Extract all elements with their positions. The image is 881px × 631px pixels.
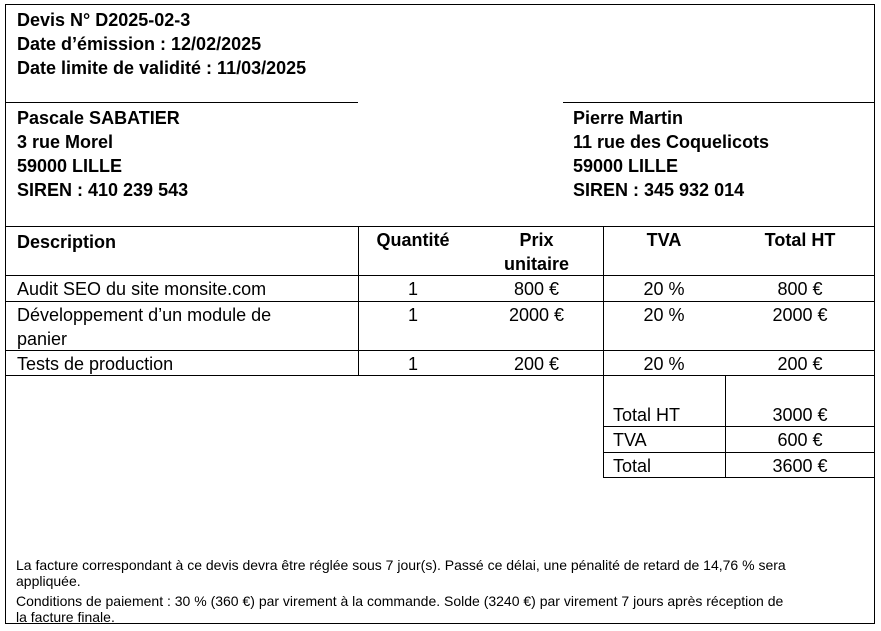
validity-date: Date limite de validité : 11/03/2025 <box>17 58 307 78</box>
penalty-note: La facture correspondant à ce devis devra être réglée sous 7 jour(s). Passé ce délai, une pénalité de retard de 14,76 % sera <box>16 557 786 573</box>
payment-terms: Conditions de paiement : 30 % (360 €) par virement à la commande. Solde (3240 €) par virement 7 jours après réception de <box>16 593 784 609</box>
row-unit-price: 200 € <box>513 354 560 374</box>
row-unit-price: 2000 € <box>508 305 565 325</box>
client-siren: SIREN : 345 932 014 <box>573 180 745 200</box>
totals-left-border <box>603 376 604 478</box>
totals-label-ht: Total HT <box>613 405 681 425</box>
header-unit-price: unitaire <box>503 254 569 274</box>
client-name: Pierre Martin <box>573 108 684 128</box>
client-street: 11 rue des Coquelicots <box>573 132 770 152</box>
row-description: Tests de production <box>17 354 174 374</box>
header-quantity: Quantité <box>376 230 450 250</box>
seller-street: 3 rue Morel <box>17 132 114 152</box>
totals-value-total: 3600 € <box>772 456 828 476</box>
totals-row-border <box>603 452 874 453</box>
header-vat: TVA <box>646 230 682 250</box>
table-row-border <box>6 350 874 351</box>
row-total-ht: 800 € <box>777 279 823 299</box>
seller-name: Pascale SABATIER <box>17 108 180 128</box>
table-row-border <box>6 301 874 302</box>
payment-terms-continued: la facture finale. <box>16 609 115 625</box>
client-city: 59000 LILLE <box>573 156 679 176</box>
totals-label-vat: TVA <box>613 430 647 450</box>
seller-divider <box>6 102 358 103</box>
issue-date: Date d’émission : 12/02/2025 <box>17 34 262 54</box>
row-vat: 20 % <box>643 305 685 325</box>
row-quantity: 1 <box>407 354 418 374</box>
seller-city: 59000 LILLE <box>17 156 123 176</box>
client-divider <box>563 102 874 103</box>
penalty-note-continued: appliquée. <box>16 573 81 589</box>
header-total-ht: Total HT <box>764 230 836 250</box>
row-description: Audit SEO du site monsite.com <box>17 279 267 299</box>
row-total-ht: 2000 € <box>772 305 828 325</box>
row-description-continued: panier <box>17 329 68 349</box>
table-header-border <box>6 275 874 276</box>
totals-value-vat: 600 € <box>777 430 823 450</box>
totals-value-ht: 3000 € <box>772 405 828 425</box>
table-top-border <box>6 226 874 227</box>
totals-label-total: Total <box>613 456 652 476</box>
row-vat: 20 % <box>643 354 685 374</box>
header-description: Description <box>17 232 117 252</box>
seller-siren: SIREN : 410 239 543 <box>17 180 189 200</box>
row-unit-price: 800 € <box>513 279 560 299</box>
row-quantity: 1 <box>407 305 418 325</box>
row-total-ht: 200 € <box>777 354 823 374</box>
header-unit-price: Prix <box>519 230 554 250</box>
row-description: Développement d’un module de <box>17 305 272 325</box>
row-vat: 20 % <box>643 279 685 299</box>
row-quantity: 1 <box>407 279 418 299</box>
quote-number: Devis N° D2025-02-3 <box>17 10 191 30</box>
